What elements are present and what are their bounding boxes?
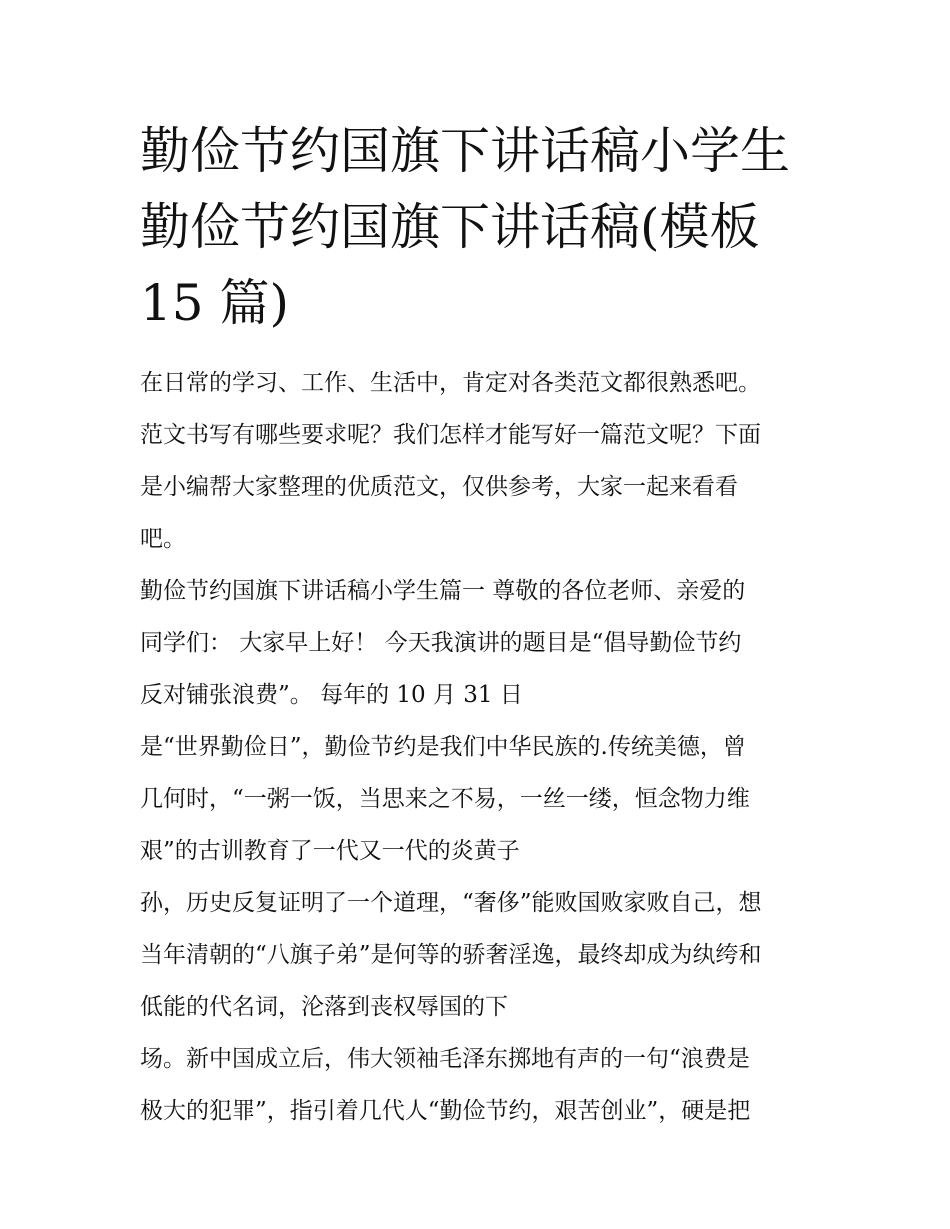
- body-line: 是“世界勤俭日”，勤俭节约是我们中华民族的.传统美德，曾: [140, 734, 746, 760]
- title-line: 15 篇): [140, 274, 290, 332]
- title-line: 勤俭节约国旗下讲话稿小学生: [140, 122, 790, 180]
- body-line: 场。新中国成立后，伟大领袖毛泽东掷地有声的一句“浪费是: [140, 1046, 750, 1072]
- body-line: 孙，历史反复证明了一个道理，“奢侈”能败国败家败自己，想: [140, 890, 762, 916]
- body-line: 极大的犯罪”，指引着几代人“勤俭节约，艰苦创业”，硬是把: [140, 1098, 751, 1124]
- document-title: [140, 113, 840, 341]
- body-line: 范文书写有哪些要求呢？我们怎样才能写好一篇范文呢？下面: [140, 422, 761, 448]
- body-line: 反对铺张浪费”。 每年的 10 月 31 日: [140, 682, 523, 708]
- title-line: 勤俭节约国旗下讲话稿(模板: [140, 198, 760, 256]
- body-line: 低能的代名词，沦落到丧权辱国的下: [140, 994, 508, 1020]
- body-line: 当年清朝的“八旗子弟”是何等的骄奢淫逸，最终却成为纨绔和: [140, 942, 762, 968]
- body-line: 勤俭节约国旗下讲话稿小学生篇一 尊敬的各位老师、亲爱的: [140, 578, 746, 604]
- document-body: [140, 357, 840, 1137]
- body-line: 艰”的古训教育了一代又一代的炎黄子: [140, 838, 520, 864]
- body-line: 几何时，“一粥一饭，当思来之不易，一丝一缕，恒念物力维: [140, 786, 750, 812]
- body-line: 同学们： 大家早上好！ 今天我演讲的题目是“倡导勤俭节约: [140, 630, 742, 656]
- body-line: 在日常的学习、工作、生活中，肯定对各类范文都很熟悉吧。: [140, 370, 761, 396]
- body-line: 是小编帮大家整理的优质范文，仅供参考，大家一起来看看: [140, 474, 738, 500]
- body-line: 吧。: [140, 526, 186, 552]
